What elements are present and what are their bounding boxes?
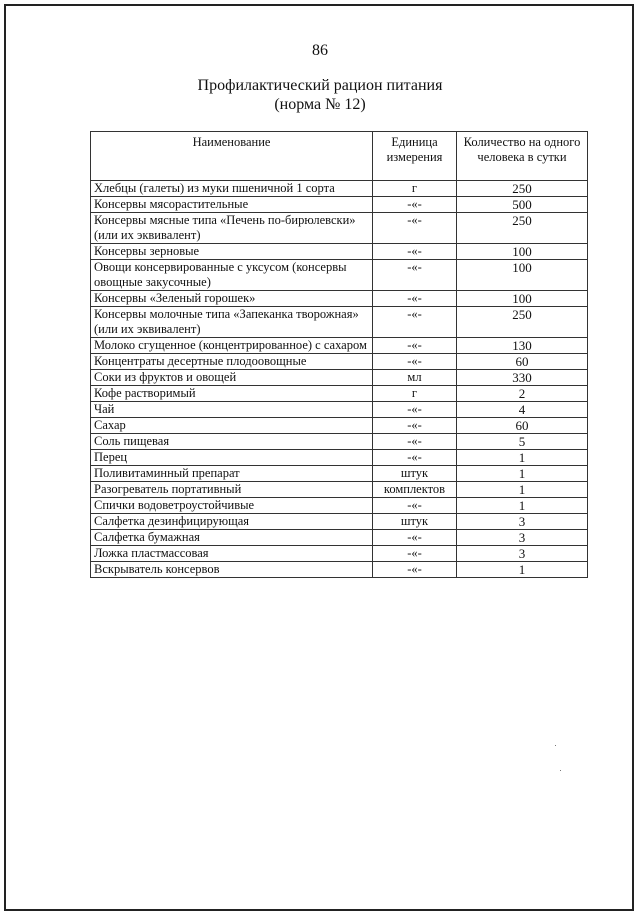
table-row [91,434,588,450]
cell-name: Сахар [91,418,373,434]
cell-name: Салфетка дезинфицирующая [91,514,373,530]
cell-quantity: 1 [457,498,588,514]
table-row [91,291,588,307]
cell-unit: -«- [373,546,457,562]
table-row [91,466,588,482]
cell-name: Молоко сгущенное (концентрированное) с сахаром [91,338,373,354]
cell-quantity: 4 [457,402,588,418]
cell-quantity: 1 [457,466,588,482]
cell-name: Соки из фруктов и овощей [91,370,373,386]
cell-unit: -«- [373,338,457,354]
cell-quantity: 130 [457,338,588,354]
cell-quantity: 3 [457,530,588,546]
cell-unit: -«- [373,213,457,244]
cell-quantity: 100 [457,244,588,260]
table-row [91,418,588,434]
table-row [91,338,588,354]
cell-name: Концентраты десертные плодоовощные [91,354,373,370]
cell-unit: г [373,181,457,197]
cell-unit: -«- [373,197,457,213]
table-row [91,354,588,370]
cell-name: Разогреватель портативный [91,482,373,498]
cell-unit: штук [373,466,457,482]
cell-name: Консервы мясные типа «Печень по-бирюлевски» (или их эквивалент) [91,213,373,244]
cell-quantity: 250 [457,213,588,244]
cell-name: Чай [91,402,373,418]
table-row [91,370,588,386]
cell-unit: -«- [373,402,457,418]
cell-quantity: 2 [457,386,588,402]
cell-unit: мл [373,370,457,386]
cell-unit: -«- [373,244,457,260]
cell-quantity: 3 [457,514,588,530]
table-row [91,530,588,546]
cell-unit: -«- [373,291,457,307]
cell-name: Ложка пластмассовая [91,546,373,562]
cell-unit: -«- [373,418,457,434]
title-line-2: (норма № 12) [274,96,366,113]
cell-unit: -«- [373,498,457,514]
table-row [91,562,588,578]
cell-quantity: 100 [457,260,588,291]
cell-quantity: 250 [457,181,588,197]
table-row [91,514,588,530]
cell-quantity: 250 [457,307,588,338]
cell-quantity: 1 [457,562,588,578]
cell-quantity: 330 [457,370,588,386]
header-name: Наименование [91,132,373,181]
cell-quantity: 500 [457,197,588,213]
cell-unit: -«- [373,562,457,578]
scan-speck [555,745,556,746]
cell-name: Хлебцы (галеты) из муки пшеничной 1 сорта [91,181,373,197]
header-unit: Единица измерения [373,132,457,181]
cell-name: Овощи консервированные с уксусом (консервы овощные закусочные) [91,260,373,291]
page-number: 86 [312,42,328,59]
table-row [91,307,588,338]
document-title [0,76,640,114]
cell-name: Кофе растворимый [91,386,373,402]
cell-name: Соль пищевая [91,434,373,450]
ration-table [90,131,588,578]
cell-name: Вскрыватель консервов [91,562,373,578]
cell-quantity: 60 [457,418,588,434]
cell-unit: г [373,386,457,402]
table-row [91,546,588,562]
scan-speck [560,770,561,771]
table-header-row [91,132,588,181]
cell-unit: -«- [373,354,457,370]
table-row [91,197,588,213]
table-row [91,450,588,466]
table-row [91,386,588,402]
table-row [91,260,588,291]
cell-name: Консервы мясорастительные [91,197,373,213]
cell-name: Консервы «Зеленый горошек» [91,291,373,307]
cell-unit: -«- [373,450,457,466]
cell-unit: -«- [373,434,457,450]
cell-quantity: 5 [457,434,588,450]
cell-unit: -«- [373,307,457,338]
cell-name: Спички водоветроустойчивые [91,498,373,514]
table-row [91,181,588,197]
cell-unit: комплектов [373,482,457,498]
cell-quantity: 3 [457,546,588,562]
cell-unit: штук [373,514,457,530]
cell-unit: -«- [373,530,457,546]
cell-quantity: 1 [457,482,588,498]
cell-name: Консервы молочные типа «Запеканка творожная» (или их эквивалент) [91,307,373,338]
table-row [91,498,588,514]
cell-quantity: 1 [457,450,588,466]
cell-name: Консервы зерновые [91,244,373,260]
title-line-1: Профилактический рацион питания [197,77,443,94]
table-row [91,402,588,418]
cell-quantity: 100 [457,291,588,307]
table-row [91,482,588,498]
cell-name: Перец [91,450,373,466]
header-quantity: Количество на одного человека в сутки [457,132,588,181]
table-row [91,213,588,244]
table-row [91,244,588,260]
cell-name: Поливитаминный препарат [91,466,373,482]
cell-quantity: 60 [457,354,588,370]
cell-unit: -«- [373,260,457,291]
cell-name: Салфетка бумажная [91,530,373,546]
